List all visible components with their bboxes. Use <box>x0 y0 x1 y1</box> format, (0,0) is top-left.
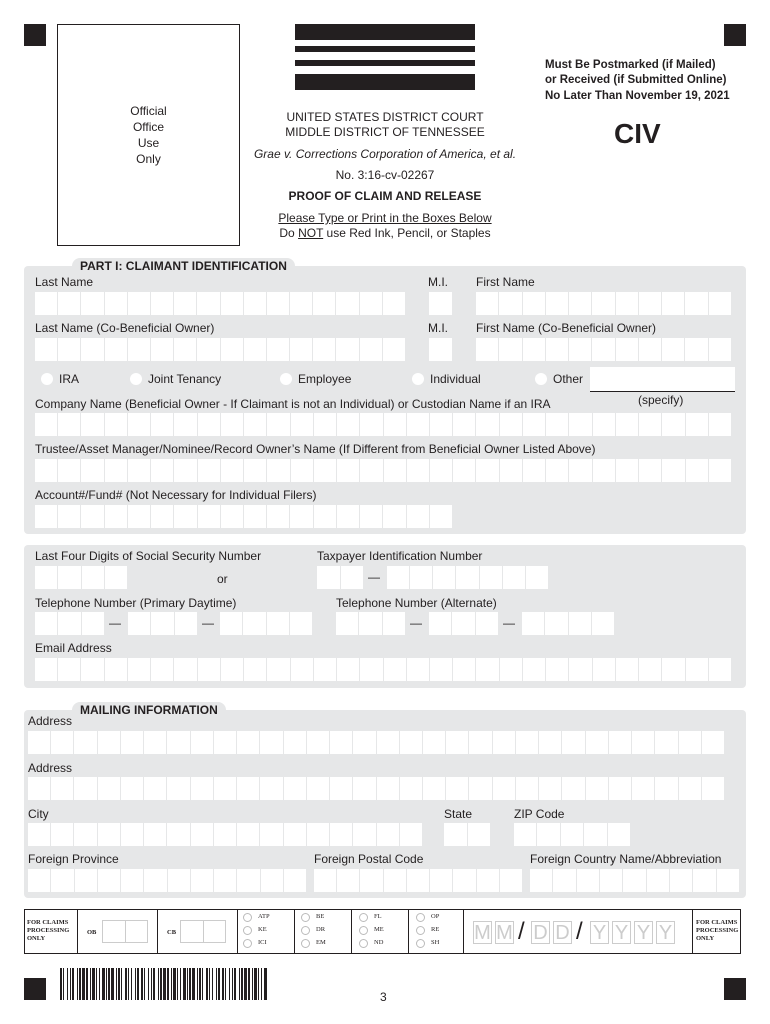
barcode-bar <box>241 968 243 1000</box>
barcode-bar <box>183 968 186 1000</box>
official-office-use-box <box>57 24 240 246</box>
last-name-co-input[interactable] <box>35 338 405 361</box>
first-name-label: First Name <box>476 275 535 289</box>
phone-primary-label: Telephone Number (Primary Daytime) <box>35 596 237 610</box>
barcode-bar <box>232 968 233 1000</box>
barcode-bar <box>244 968 247 1000</box>
address2-label: Address <box>28 761 73 775</box>
barcode-bar <box>106 968 107 1000</box>
cb-label: CB <box>167 929 177 936</box>
foreign-province-label: Foreign Province <box>28 852 119 866</box>
barcode-bar <box>202 968 203 1000</box>
part1-title: PART I: CLAIMANT IDENTIFICATION <box>72 258 295 274</box>
first-name-co-label: First Name (Co-Beneficial Owner) <box>476 321 657 335</box>
barcode-bar <box>118 968 120 1000</box>
deadline-line-2: or Received (if Submitted Online) <box>545 74 727 86</box>
district-name: MIDDLE DISTRICT OF TENNESSEE <box>285 125 485 139</box>
tin-dash: — <box>368 570 380 584</box>
barcode-bar <box>60 968 62 1000</box>
code-ici: ICI <box>258 939 267 946</box>
first-name-input[interactable] <box>476 292 731 315</box>
footer-divider-5 <box>351 910 352 953</box>
code-op: OP <box>431 913 440 920</box>
code-radio-op <box>416 913 425 922</box>
barcode-bar <box>90 968 91 1000</box>
phone-alternate-line[interactable] <box>522 612 614 635</box>
code-nd: ND <box>374 939 384 946</box>
barcode-bar <box>72 968 74 1000</box>
mi-label: M.I. <box>428 275 448 289</box>
code-dr: DR <box>316 926 326 933</box>
code-radio-nd <box>359 939 368 948</box>
barcode-bar <box>153 968 155 1000</box>
barcode-bar <box>254 968 257 1000</box>
barcode-bar <box>239 968 240 1000</box>
tin-label: Taxpayer Identification Number <box>317 549 483 563</box>
phone-alternate-prefix[interactable] <box>429 612 498 635</box>
ira-radio[interactable] <box>41 373 53 385</box>
code-radio-fl <box>359 913 368 922</box>
ssn-input[interactable] <box>35 566 127 589</box>
instruction-type-print: Please Type or Print in the Boxes Below <box>278 211 492 225</box>
employee-label: Employee <box>298 372 352 386</box>
phone-primary-area[interactable] <box>35 612 104 635</box>
ssn-label: Last Four Digits of Social Security Number <box>35 549 262 563</box>
barcode-bar <box>96 968 97 1000</box>
instruction-no-red-ink <box>240 226 530 240</box>
barcode-bar <box>199 968 201 1000</box>
barcode-bar <box>189 968 191 1000</box>
court-name: UNITED STATES DISTRICT COURT <box>286 110 484 124</box>
tin-input-part2[interactable] <box>387 566 548 589</box>
barcode-bar <box>148 968 149 1000</box>
other-specify-input[interactable] <box>590 367 735 392</box>
barcode-bar <box>171 968 172 1000</box>
code-radio-be <box>301 913 310 922</box>
date-month-2: M <box>496 922 513 944</box>
header-bar-3 <box>295 60 475 66</box>
registration-mark-bottom-right <box>724 978 746 1000</box>
code-radio-dr <box>301 926 310 935</box>
phone-alternate-area[interactable] <box>336 612 405 635</box>
barcode-bar <box>135 968 136 1000</box>
first-name-co-input[interactable] <box>476 338 731 361</box>
barcode-bar <box>187 968 188 1000</box>
barcode-bar <box>79 968 81 1000</box>
barcode-bar <box>180 968 181 1000</box>
specify-label: (specify) <box>638 393 684 407</box>
date-year-1: Y <box>590 921 609 944</box>
code-radio-em <box>301 939 310 948</box>
deadline-line-3: No Later Than November 19, 2021 <box>545 90 730 102</box>
date-day-1: D <box>531 921 550 944</box>
barcode-bar <box>141 968 143 1000</box>
code-radio-ici <box>243 939 252 948</box>
barcode-bar <box>131 968 132 1000</box>
footer-divider-1 <box>77 910 78 953</box>
date-slash-1: / <box>518 918 525 945</box>
code-radio-me <box>359 926 368 935</box>
case-name: Grae v. Corrections Corporation of America, et al. <box>253 147 517 161</box>
instruction-not: NOT <box>298 226 324 240</box>
barcode-bar <box>67 968 68 1000</box>
barcode-bar <box>252 968 253 1000</box>
code-radio-re <box>416 926 425 935</box>
barcode <box>60 968 268 1000</box>
phone-alternate-dash-1: — <box>410 616 422 630</box>
barcode-bar <box>158 968 159 1000</box>
barcode-bar <box>137 968 139 1000</box>
code-re: RE <box>431 926 440 933</box>
barcode-bar <box>144 968 145 1000</box>
foreign-country-input[interactable] <box>530 869 739 892</box>
barcode-bar <box>218 968 220 1000</box>
barcode-bar <box>111 968 114 1000</box>
account-label: Account#/Fund# (Not Necessary for Individual Filers) <box>35 488 317 502</box>
instruction-pre: Do <box>279 226 299 240</box>
instruction-post: use Red Ink, Pencil, or Staples <box>323 226 491 240</box>
individual-label: Individual <box>430 372 481 386</box>
barcode-bar <box>261 968 262 1000</box>
barcode-bar <box>222 968 224 1000</box>
barcode-bar <box>234 968 236 1000</box>
city-input[interactable] <box>28 823 422 846</box>
barcode-bar <box>70 968 71 1000</box>
barcode-bar <box>163 968 166 1000</box>
city-label: City <box>28 807 49 821</box>
code-me: ME <box>374 926 384 933</box>
header-bar-1 <box>295 24 475 40</box>
zip-input[interactable] <box>514 823 630 846</box>
foreign-country-label: Foreign Country Name/Abbreviation <box>530 852 722 866</box>
date-year-4: Y <box>656 921 675 944</box>
form-title: PROOF OF CLAIM AND RELEASE <box>288 189 482 203</box>
last-name-label: Last Name <box>35 275 94 289</box>
ob-boxes <box>102 920 148 943</box>
barcode-bar <box>177 968 178 1000</box>
barcode-bar <box>209 968 210 1000</box>
trustee-label: Trustee/Asset Manager/Nominee/Record Owner’s Name (If Different from Beneficial Owner Listed Above) <box>35 442 596 456</box>
registration-mark-bottom-left <box>24 978 46 1000</box>
company-name-label: Company Name (Beneficial Owner - If Claimant is not an Individual) or Custodian Name if an IRA <box>35 397 551 411</box>
barcode-bar <box>108 968 110 1000</box>
barcode-bar <box>121 968 122 1000</box>
trustee-input[interactable] <box>35 459 731 482</box>
barcode-bar <box>173 968 176 1000</box>
barcode-bar <box>116 968 117 1000</box>
barcode-bar <box>86 968 88 1000</box>
office-use-label: Official Office Use Only <box>130 104 167 166</box>
phone-primary-dash-1: — <box>109 616 121 630</box>
barcode-bar <box>192 968 195 1000</box>
barcode-bar <box>160 968 162 1000</box>
address1-label: Address <box>28 714 73 728</box>
joint-tenancy-label: Joint Tenancy <box>148 372 222 386</box>
barcode-bar <box>102 968 105 1000</box>
code-fl: FL <box>374 913 382 920</box>
last-name-input[interactable] <box>35 292 405 315</box>
employee-radio[interactable] <box>280 373 292 385</box>
email-label: Email Address <box>35 641 112 655</box>
foreign-postal-input[interactable] <box>314 869 522 892</box>
registration-mark-top-left <box>24 24 46 46</box>
barcode-bar <box>82 968 85 1000</box>
barcode-bar <box>248 968 250 1000</box>
email-input[interactable] <box>35 658 731 681</box>
date-slash-2: / <box>576 918 583 945</box>
page-number: 3 <box>380 990 387 1004</box>
code-atp: ATP <box>258 913 270 920</box>
ira-label: IRA <box>59 372 80 386</box>
barcode-bar <box>77 968 78 1000</box>
mi-co-input[interactable] <box>429 338 452 361</box>
footer-divider-8 <box>692 910 693 953</box>
processing-right-label: FOR CLAIMS PROCESSING ONLY <box>696 919 739 942</box>
registration-mark-top-right <box>724 24 746 46</box>
barcode-bar <box>125 968 127 1000</box>
other-radio[interactable] <box>535 373 547 385</box>
date-month-1: M <box>474 922 491 944</box>
zip-label: ZIP Code <box>514 807 565 821</box>
foreign-province-input[interactable] <box>28 869 306 892</box>
footer-divider-2 <box>157 910 158 953</box>
barcode-bar <box>167 968 169 1000</box>
code-em: EM <box>316 939 326 946</box>
cb-boxes <box>180 920 226 943</box>
phone-primary-dash-2: — <box>202 616 214 630</box>
barcode-bar <box>197 968 198 1000</box>
individual-radio[interactable] <box>412 373 424 385</box>
barcode-bar <box>264 968 267 1000</box>
barcode-bar <box>216 968 217 1000</box>
barcode-bar <box>63 968 64 1000</box>
deadline-line-1: Must Be Postmarked (if Mailed) <box>545 59 716 71</box>
code-radio-atp <box>243 913 252 922</box>
barcode-bar <box>128 968 129 1000</box>
date-year-3: Y <box>634 921 653 944</box>
foreign-postal-label: Foreign Postal Code <box>314 852 424 866</box>
company-name-input[interactable] <box>35 413 731 436</box>
joint-tenancy-radio[interactable] <box>130 373 142 385</box>
mi-co-label: M.I. <box>428 321 448 335</box>
barcode-bar <box>258 968 259 1000</box>
header-bar-2 <box>295 46 475 52</box>
case-number: No. 3:16-cv-02267 <box>335 168 435 182</box>
mi-input[interactable] <box>429 292 452 315</box>
last-name-co-label: Last Name (Co-Beneficial Owner) <box>35 321 215 335</box>
barcode-bar <box>92 968 95 1000</box>
footer-divider-7 <box>463 910 464 953</box>
date-year-2: Y <box>612 921 631 944</box>
footer-divider-4 <box>294 910 295 953</box>
other-label: Other <box>553 372 584 386</box>
code-radio-sh <box>416 939 425 948</box>
or-label: or <box>217 572 228 586</box>
code-sh: SH <box>431 939 440 946</box>
account-input[interactable] <box>35 505 452 528</box>
phone-alternate-dash-2: — <box>503 616 515 630</box>
code-ke: KE <box>258 926 267 933</box>
state-input[interactable] <box>444 823 490 846</box>
phone-alternate-label: Telephone Number (Alternate) <box>336 596 497 610</box>
processing-left-label: FOR CLAIMS PROCESSING ONLY <box>27 919 70 942</box>
form-code: CIV <box>614 118 661 149</box>
ob-label: OB <box>87 929 97 936</box>
phone-primary-prefix[interactable] <box>128 612 197 635</box>
header-bar-4 <box>295 74 475 90</box>
footer-divider-3 <box>237 910 238 953</box>
tin-input-part1[interactable] <box>317 566 363 589</box>
code-radio-ke <box>243 926 252 935</box>
mailing-title: MAILING INFORMATION <box>72 702 226 718</box>
phone-primary-line[interactable] <box>220 612 312 635</box>
claims-processing-strip <box>24 909 741 954</box>
barcode-bar <box>99 968 100 1000</box>
state-label: State <box>444 807 473 821</box>
code-be: BE <box>316 913 325 920</box>
address2-input[interactable] <box>28 777 724 800</box>
barcode-bar <box>206 968 208 1000</box>
barcode-bar <box>225 968 226 1000</box>
footer-divider-6 <box>408 910 409 953</box>
barcode-bar <box>151 968 152 1000</box>
barcode-bar <box>212 968 213 1000</box>
barcode-bar <box>229 968 230 1000</box>
address1-input[interactable] <box>28 731 724 754</box>
date-day-2: D <box>553 921 572 944</box>
